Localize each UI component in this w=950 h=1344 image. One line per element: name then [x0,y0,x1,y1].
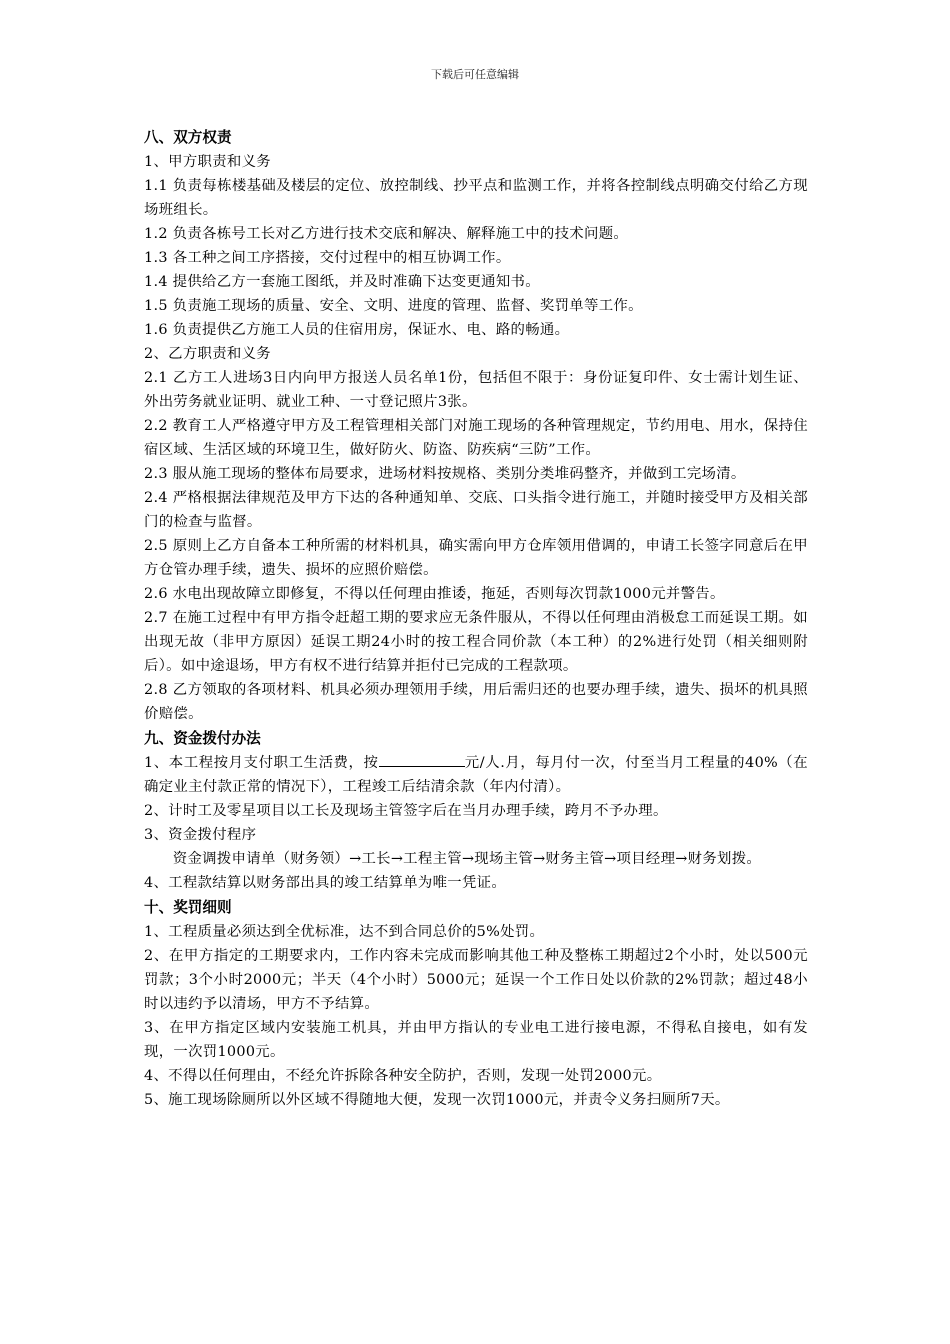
payment-clause-3: 3、资金拨付程序 [144,827,257,843]
section-8-sub-a-title: 1、甲方职责和义务 [144,154,271,170]
payment-clause-1-after: 元/人.月，每月付一次，付至当月工程量的40%（在确定业主付款正常的情况下），工程竣工后结清余款（年内付清）。 [144,755,808,795]
section-8-title: 八、双方权责 [144,129,232,146]
clause-2-7: 2.7 在施工过程中有甲方指令赶超工期的要求应无条件服从，不得以任何理由消极怠工而延误工期。如出现无故（非甲方原因）延误工期24小时的按工程合同价款（本工种）的2%进行处罚（相关细则附后）。如中途退场，甲方有权不进行结算并拒付已完成的工程款项。 [144,610,808,674]
section-9-title: 九、资金拨付办法 [144,730,261,747]
payment-clause-4: 4、工程款结算以财务部出具的竣工结算单为唯一凭证。 [144,875,507,891]
clause-1-1: 1.1 负责每栋楼基础及楼层的定位、放控制线、抄平点和监测工作，并将各控制线点明确交付给乙方现场班组长。 [144,178,808,218]
amount-blank-field [379,752,465,767]
document-body [144,125,808,1112]
page-header: 下载后可任意编辑 [431,68,519,81]
penalty-item-1: 1、工程质量必须达到全优标准，达不到合同总价的5%处罚。 [144,924,545,940]
penalty-item-3: 3、在甲方指定区域内安装施工机具，并由甲方指认的专业电工进行接电源，不得私自接电，如有发现，一次罚1000元。 [144,1020,808,1060]
section-10-title: 十、奖罚细则 [144,899,232,916]
clause-2-1: 2.1 乙方工人进场3日内向甲方报送人员名单1份，包括但不限于：身份证复印件、女士需计划生证、外出劳务就业证明、就业工种、一寸登记照片3张。 [144,370,808,410]
penalty-item-5: 5、施工现场除厕所以外区域不得随地大便，发现一次罚1000元，并责令义务扫厕所7天。 [144,1092,730,1108]
clause-2-3: 2.3 服从施工现场的整体布局要求，进场材料按规格、类别分类堆码整齐，并做到工完场清。 [144,466,746,482]
clause-2-2: 2.2 教育工人严格遵守甲方及工程管理相关部门对施工现场的各种管理规定，节约用电、用水，保持住宿区域、生活区域的环境卫生，做好防火、防盗、防疾病“三防”工作。 [144,418,808,458]
payment-flow: 资金调拨申请单（财务领）→工长→工程主管→现场主管→财务主管→项目经理→财务划拨。 [172,851,762,867]
penalty-item-2: 2、在甲方指定的工期要求内，工作内容未完成而影响其他工种及整栋工期超过2个小时，处以500元罚款；3个小时2000元；半天（4个小时）5000元；延误一个工作日处以价款的2%罚款；超过48小时以违约予以清场，甲方不予结算。 [144,948,808,1012]
payment-clause-2: 2、计时工及零星项目以工长及现场主管签字后在当月办理手续，跨月不予办理。 [144,803,668,819]
penalty-item-4: 4、不得以任何理由，不经允许拆除各种安全防护，否则，发现一处罚2000元。 [144,1068,662,1084]
payment-clause-1-before: 1、本工程按月支付职工生活费，按 [144,755,379,771]
clause-1-5: 1.5 负责施工现场的质量、安全、文明、进度的管理、监督、奖罚单等工作。 [144,298,643,314]
clause-2-8: 2.8 乙方领取的各项材料、机具必须办理领用手续，用后需归还的也要办理手续，遗失、损坏的机具照价赔偿。 [144,682,808,722]
clause-1-4: 1.4 提供给乙方一套施工图纸，并及时准确下达变更通知书。 [144,274,540,290]
clause-1-2: 1.2 负责各栋号工长对乙方进行技术交底和解决、解释施工中的技术问题。 [144,226,629,242]
section-8-sub-b-title: 2、乙方职责和义务 [144,346,271,362]
payment-clause-1 [144,751,808,799]
clause-1-3: 1.3 各工种之间工序搭接，交付过程中的相互协调工作。 [144,250,511,266]
clause-1-6: 1.6 负责提供乙方施工人员的住宿用房，保证水、电、路的畅通。 [144,322,570,338]
clause-2-5: 2.5 原则上乙方自备本工种所需的材料机具，确实需向甲方仓库领用借调的，申请工长签字同意后在甲方仓管办理手续，遗失、损坏的应照价赔偿。 [144,538,808,578]
clause-2-4: 2.4 严格根据法律规范及甲方下达的各种通知单、交底、口头指令进行施工，并随时接受甲方及相关部门的检查与监督。 [144,490,808,530]
clause-2-6: 2.6 水电出现故障立即修复，不得以任何理由推诿，拖延，否则每次罚款1000元并警告。 [144,586,725,602]
